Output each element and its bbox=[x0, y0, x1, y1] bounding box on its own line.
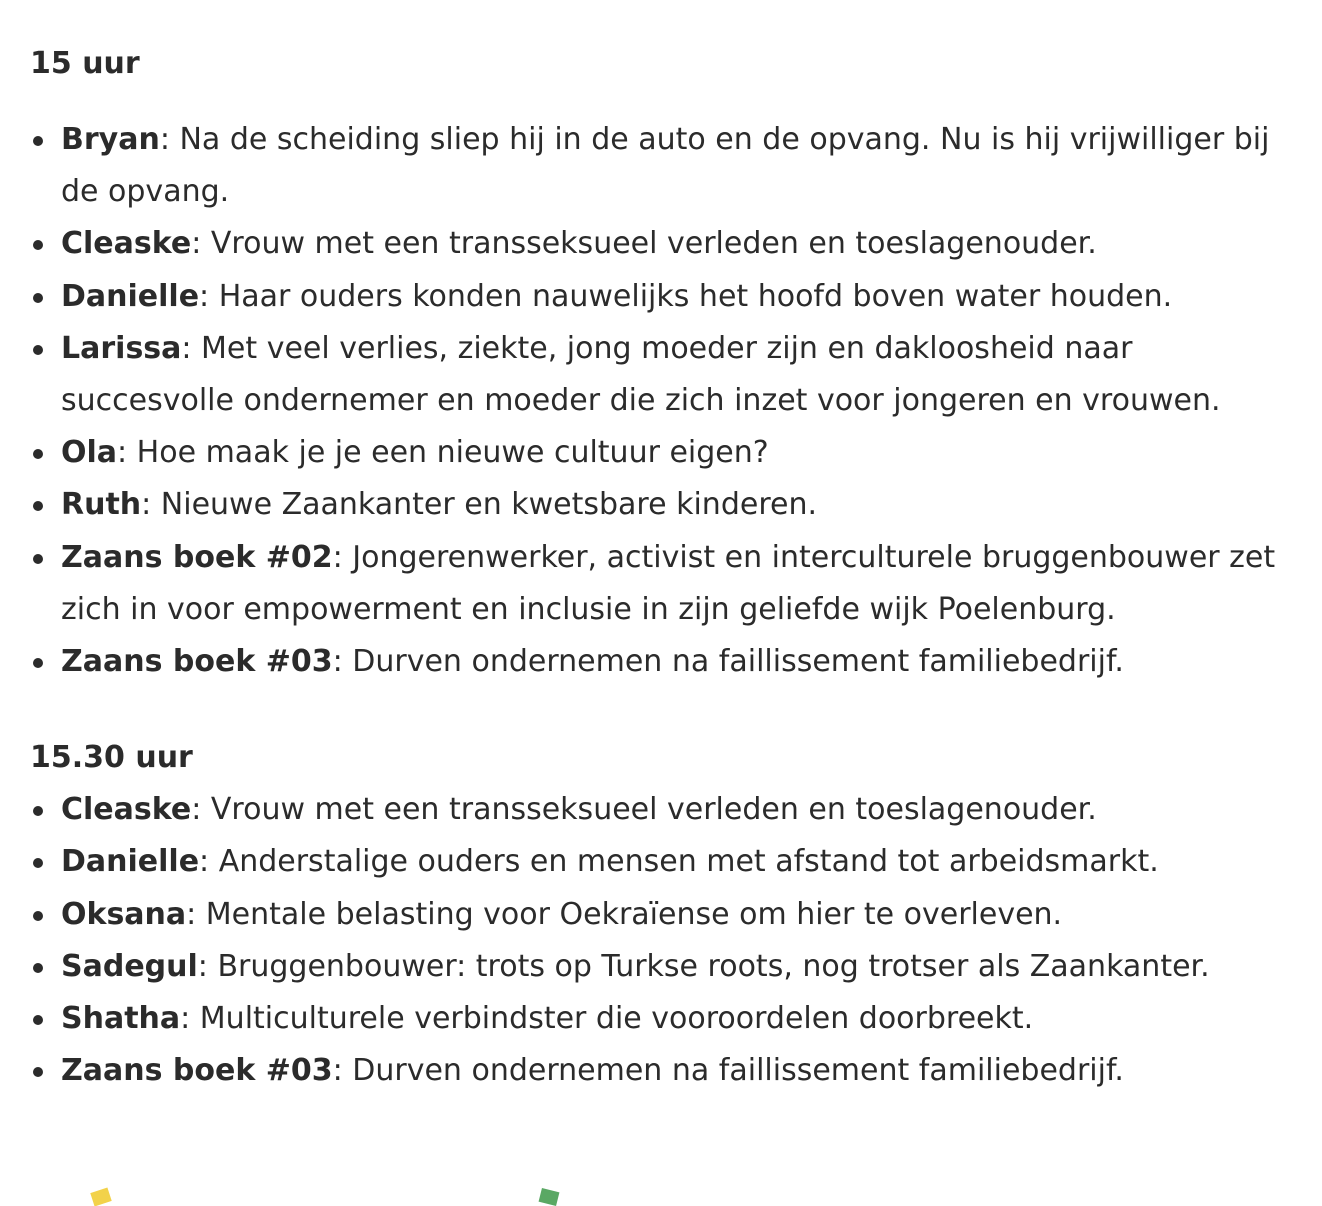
session-15-30-uur bbox=[30, 732, 1300, 1097]
talk-description: : Durven ondernemen na faillissement familiebedrijf. bbox=[332, 1053, 1124, 1089]
talk-name: Zaans boek #03 bbox=[61, 1053, 333, 1089]
list-item bbox=[30, 479, 1300, 531]
talk-name: Danielle bbox=[61, 844, 200, 880]
list-item bbox=[30, 636, 1300, 688]
bullet-icon bbox=[33, 858, 43, 868]
talk-description: : Haar ouders konden nauwelijks het hoofd boven water houden. bbox=[199, 278, 1173, 314]
talk-name: Oksana bbox=[61, 896, 187, 932]
bullet-icon bbox=[33, 963, 43, 973]
talk-description: : Nieuwe Zaankanter en kwetsbare kinderen. bbox=[141, 487, 818, 523]
talk-name: Ola bbox=[61, 435, 118, 471]
talk-name: Cleaske bbox=[61, 226, 192, 262]
talk-list bbox=[30, 784, 1300, 1097]
talk-description: : Anderstalige ouders en mensen met afstand tot arbeidsmarkt. bbox=[199, 844, 1159, 880]
talk-list bbox=[30, 114, 1300, 688]
list-item bbox=[30, 532, 1300, 636]
talk-description: : Met veel verlies, ziekte, jong moeder zijn en dakloosheid naar succesvolle ondernemer en moeder die zich inzet voor jongeren en vrouwen. bbox=[61, 330, 1221, 419]
list-item bbox=[30, 784, 1300, 836]
talk-name: Ruth bbox=[61, 487, 142, 523]
bullet-icon bbox=[33, 240, 43, 250]
talk-name: Danielle bbox=[61, 278, 200, 314]
list-item bbox=[30, 836, 1300, 888]
bullet-icon bbox=[33, 345, 43, 355]
page-content bbox=[30, 38, 1300, 1097]
list-item bbox=[30, 993, 1300, 1045]
bullet-icon bbox=[33, 658, 43, 668]
list-item bbox=[30, 889, 1300, 941]
talk-description: : Mentale belasting voor Oekraïense om hier te overleven. bbox=[186, 896, 1063, 932]
talk-description: : Durven ondernemen na faillissement familiebedrijf. bbox=[332, 644, 1124, 680]
bullet-icon bbox=[33, 501, 43, 511]
bullet-icon bbox=[33, 1067, 43, 1077]
talk-name: Cleaske bbox=[61, 792, 192, 828]
session-time-heading: 15.30 uur bbox=[30, 740, 193, 776]
session-15-uur bbox=[30, 38, 1300, 688]
list-item bbox=[30, 1045, 1300, 1097]
talk-description: : Na de scheiding sliep hij in de auto en de opvang. Nu is hij vrijwilliger bij de opvang. bbox=[61, 122, 1270, 210]
talk-description: : Vrouw met een transseksueel verleden en toeslagenouder. bbox=[191, 792, 1097, 828]
list-item bbox=[30, 941, 1300, 993]
talk-name: Zaans boek #02 bbox=[61, 539, 333, 575]
bullet-icon bbox=[33, 554, 43, 564]
list-item bbox=[30, 427, 1300, 479]
bullet-icon bbox=[33, 911, 43, 921]
list-item bbox=[30, 218, 1300, 270]
talk-name: Larissa bbox=[61, 330, 182, 366]
list-item bbox=[30, 114, 1300, 218]
talk-description: : Hoe maak je je een nieuwe cultuur eigen? bbox=[117, 435, 769, 471]
talk-name: Sadegul bbox=[61, 948, 198, 984]
talk-description: : Multiculturele verbindster die vooroordelen doorbreekt. bbox=[180, 1001, 1034, 1037]
list-item bbox=[30, 323, 1300, 427]
talk-description: : Vrouw met een transseksueel verleden en toeslagenouder. bbox=[191, 226, 1097, 262]
session-time-heading: 15 uur bbox=[30, 46, 140, 81]
bullet-icon bbox=[33, 136, 43, 146]
talk-name: Shatha bbox=[61, 1001, 181, 1037]
bullet-icon bbox=[33, 293, 43, 303]
bullet-icon bbox=[33, 449, 43, 459]
decorative-shape-yellow bbox=[90, 1188, 111, 1206]
bullet-icon bbox=[33, 806, 43, 816]
talk-description: : Bruggenbouwer: trots op Turkse roots, nog trotser als Zaankanter. bbox=[197, 948, 1210, 984]
talk-description: : Jongerenwerker, activist en interculturele bruggenbouwer zet zich in voor empowerment en inclusie in zijn geliefde wijk Poelenburg. bbox=[61, 539, 1276, 627]
talk-name: Zaans boek #03 bbox=[61, 644, 333, 680]
list-item bbox=[30, 271, 1300, 323]
talk-name: Bryan bbox=[61, 122, 160, 157]
decorative-shape-green bbox=[539, 1188, 560, 1206]
bullet-icon bbox=[33, 1015, 43, 1025]
